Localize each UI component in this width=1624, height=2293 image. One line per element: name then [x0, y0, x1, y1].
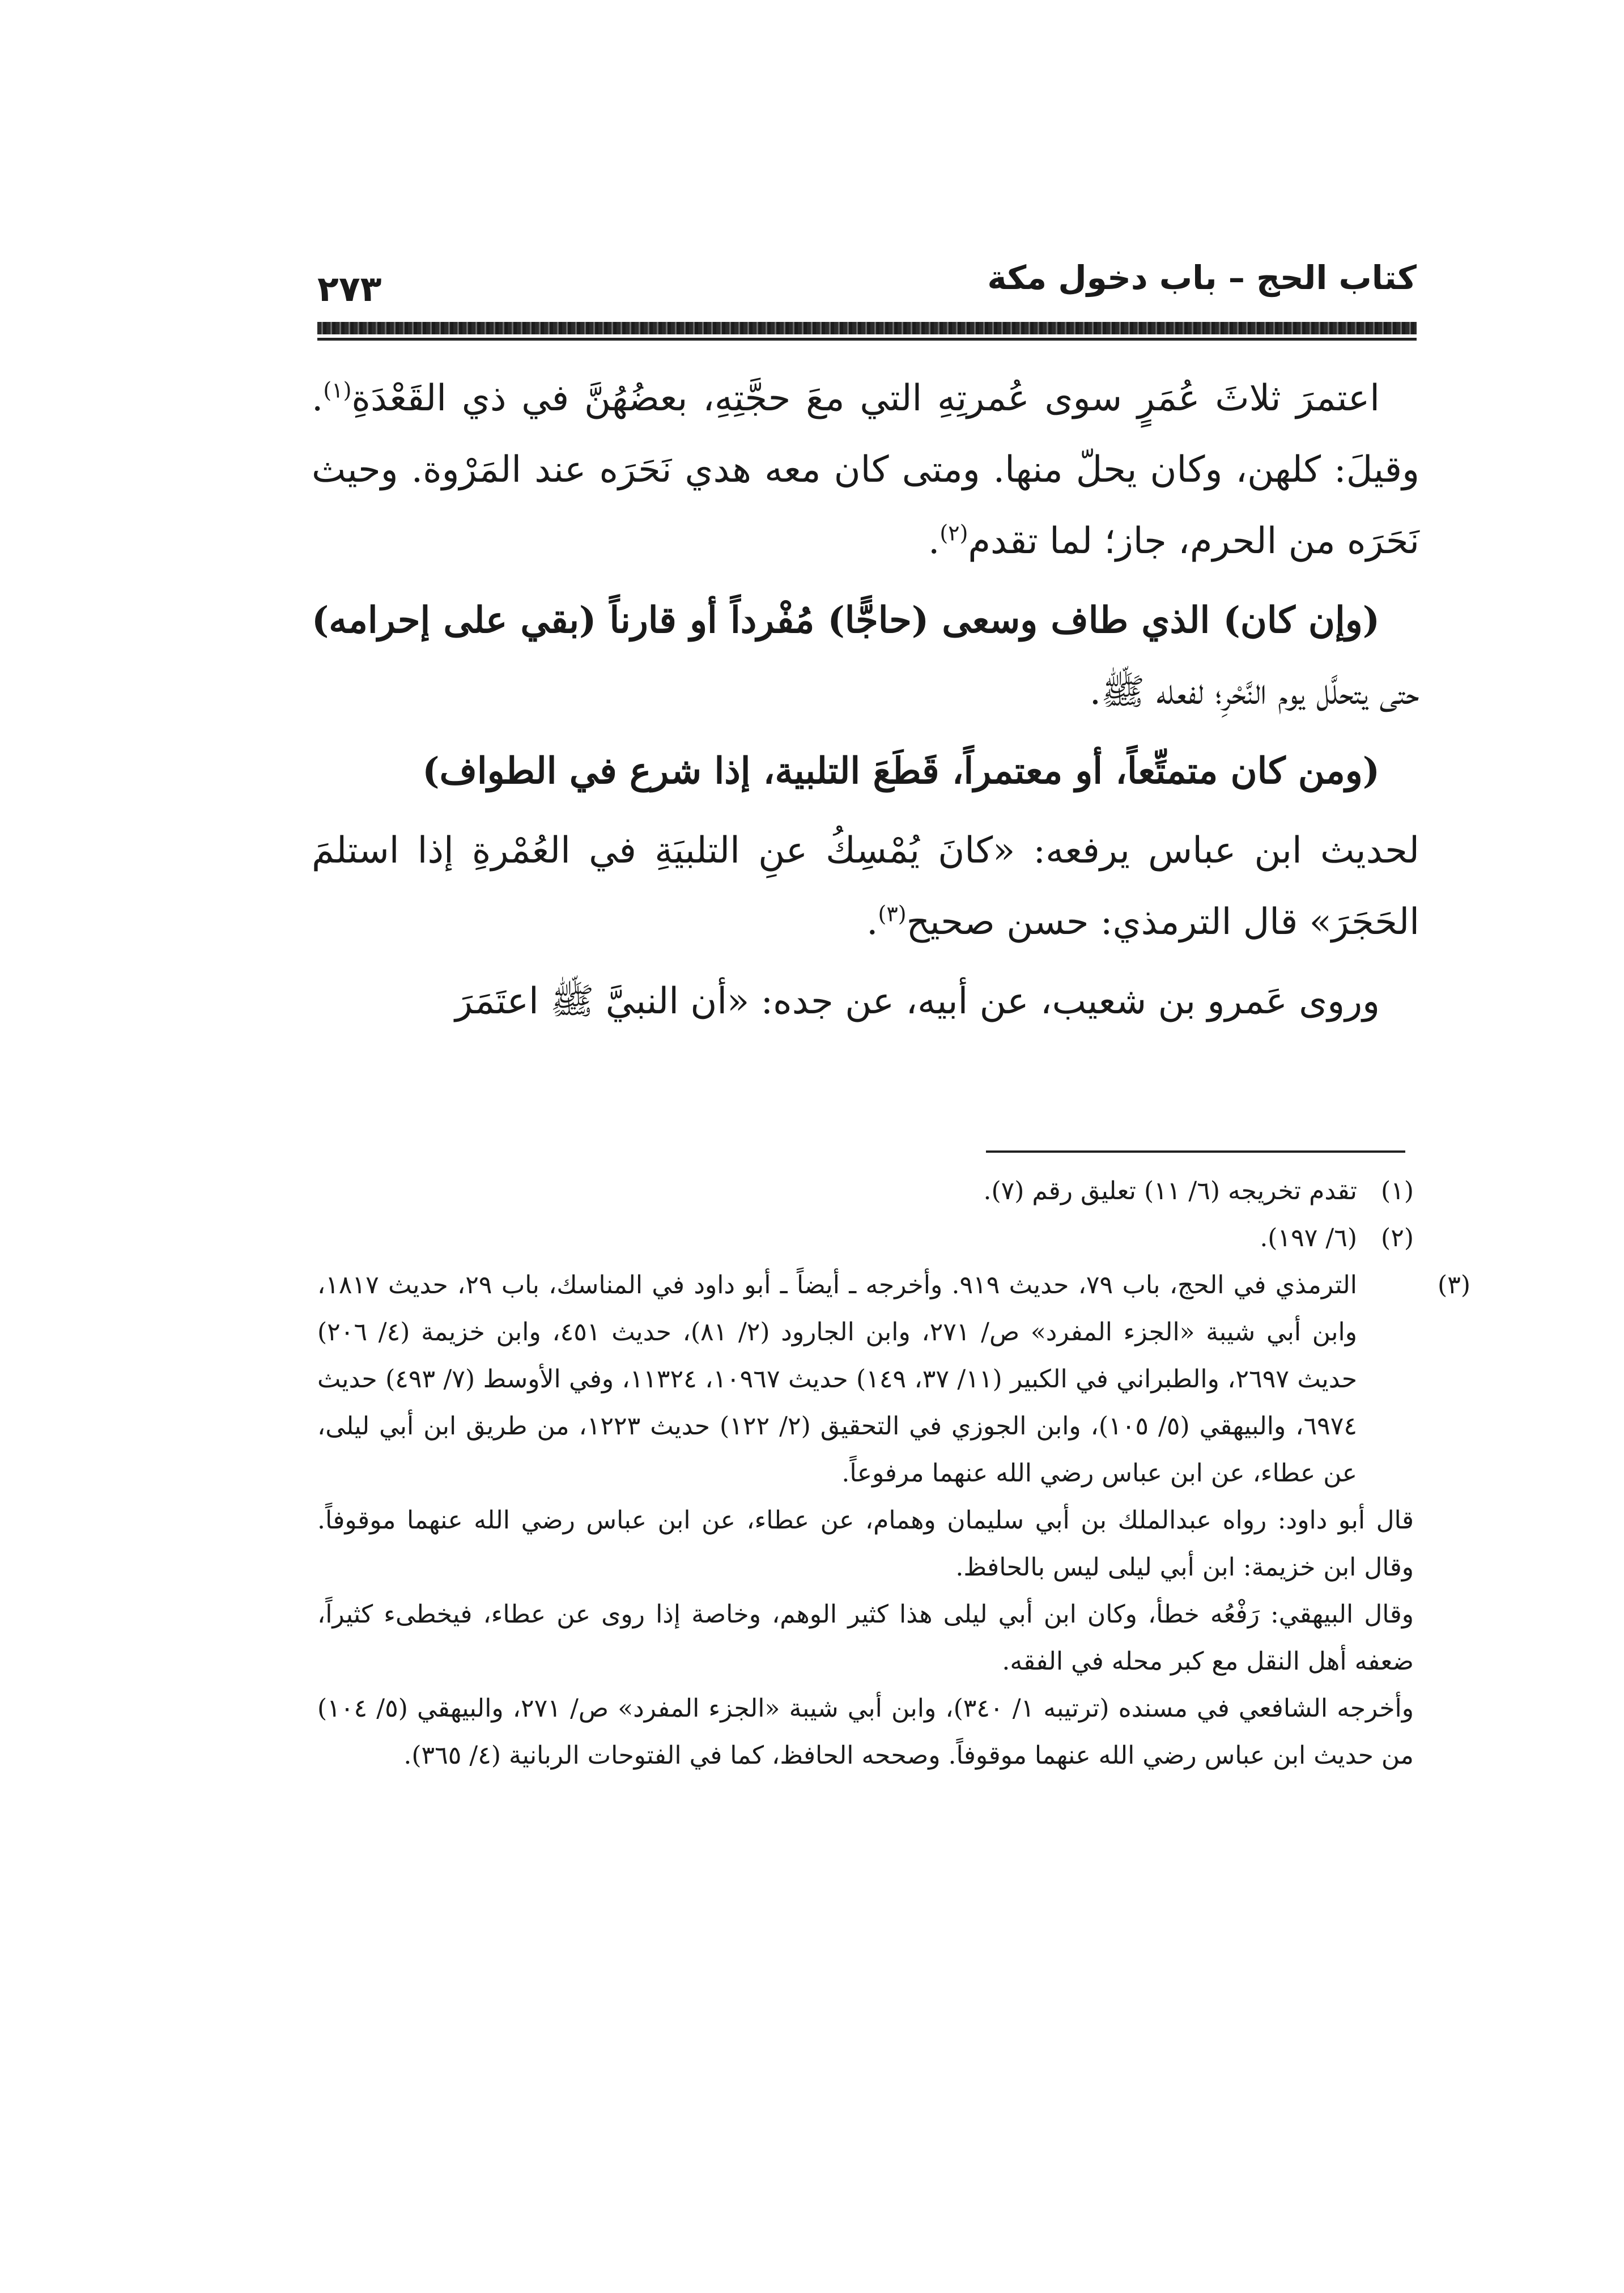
paragraph-1: اعتمرَ ثلاثَ عُمَرٍ سوى عُمرتِهِ التي معَ حجَّتِهِ، بعضُهُنَّ في ذي القَعْدَةِ$^{(١)}$. وقيلَ: كلهن، وكان يحلّ منها. ومتى كان معه هدي نَحَرَه عند المَرْوة. وحيث نَحَرَه من الحرم، جاز؛ لما تقدم$^{(٢)}$.	[312, 377, 1419, 562]
matn-text: (وإن كان) الذي طاف وسعى (حاجًّا) مُفْرداً أو قارناً (بقي على إحرامه)	[312, 599, 1380, 642]
footnote-3-para-2: قال أبو داود: رواه عبدالملك بن أبي سليمان وهمام، عن عطاء، عن ابن عباس رضي الله عنهما موقوفاً. وقال ابن خزيمة: ابن أبي ليلى ليس بالحافظ.	[317, 1506, 1414, 1582]
footnote-ref-3: (٣)	[878, 901, 907, 927]
paragraph-5: وروى عَمرو بن شعيب، عن أبيه، عن جده: «أن النبيَّ ﷺ اعتَمَرَ	[455, 980, 1380, 1022]
chapter-title: كتاب الحج – باب دخول مكة	[987, 258, 1417, 297]
footnote-3-para-3: وقال البيهقي: رَفْعُه خطأ، وكان ابن أبي ليلى هذا كثير الوهم، وخاصة إذا روى عن عطاء، فيخطىء كثيراً، ضعفه أهل النقل مع كبر محله في الفقه.	[317, 1600, 1414, 1676]
footnote-1: (١)تقدم تخريجه (٦/ ١١) تعليق رقم (٧).	[983, 1177, 1414, 1205]
footnote-ref-2: (٢)	[939, 520, 968, 546]
footnote-2: (٢)(٦/ ١٩٧).	[1260, 1224, 1414, 1252]
footnote-ref-1: (١)	[323, 377, 352, 403]
paragraph-3: (ومن كان متمتِّعاً، أو معتمراً، قَطَعَ التلبية، إذا شرع في الطواف)	[422, 750, 1380, 792]
footnote-separator	[986, 1150, 1405, 1153]
footnotes	[317, 1167, 1471, 1779]
main-text	[312, 363, 1419, 1045]
footnote-3: (٣)الترمذي في الحج، باب ٧٩، حديث ٩١٩. وأخرجه ـ أيضاً ـ أبو داود في المناسك، باب ٢٩، حديث ١٨١٧، وابن أبي شيبة «الجزء المفرد» ص/ ٢٧١، وابن الجارود (٢/ ٨١)، حديث ٤٥١، وابن خزيمة (٤/ ٢٠٦) حديث ٢٦٩٧، والطبراني في الكبير (١١/ ٣٧، ١٤٩) حديث ١٠٩٦٧، ١١٣٢٤، وفي الأوسط (٧/ ٤٩٣) حديث ٦٩٧٤، والبيهقي (٥/ ١٠٥)، وابن الجوزي في التحقيق (٢/ ١٢٢) حديث ١٢٢٣، من طريق ابن أبي ليلى، عن عطاء، عن ابن عباس رضي الله عنهما مرفوعاً.	[317, 1271, 1471, 1488]
paragraph-4: لحديث ابن عباس يرفعه: «كانَ يُمْسِكُ عنِ التلبيَةِ في العُمْرةِ إذا استلمَ الحَجَرَ» قال الترمذي: حسن صحيح$^{(٣)}$.	[312, 830, 1420, 943]
running-head	[317, 255, 1417, 317]
page-number: ٢٧٣	[317, 268, 382, 309]
header-rule	[317, 322, 1417, 334]
footnote-3-para-4: وأخرجه الشافعي في مسنده (ترتيبه ١/ ٣٤٠)، وابن أبي شيبة «الجزء المفرد» ص/ ٢٧١، والبيهقي (٥/ ١٠٤) من حديث ابن عباس رضي الله عنهما موقوفاً. وصححه الحافظ، كما في الفتوحات الربانية (٤/ ٣٦٥).	[317, 1694, 1414, 1770]
paragraph-2: (وإن كان) الذي طاف وسعى (حاجًّا) مُفْرداً أو قارناً (بقي على إحرامه) حتى يتحلَّل يوم النَّحْرِ؛ لفعله ﷺ.	[312, 599, 1419, 713]
header-rule-thin	[317, 338, 1417, 341]
